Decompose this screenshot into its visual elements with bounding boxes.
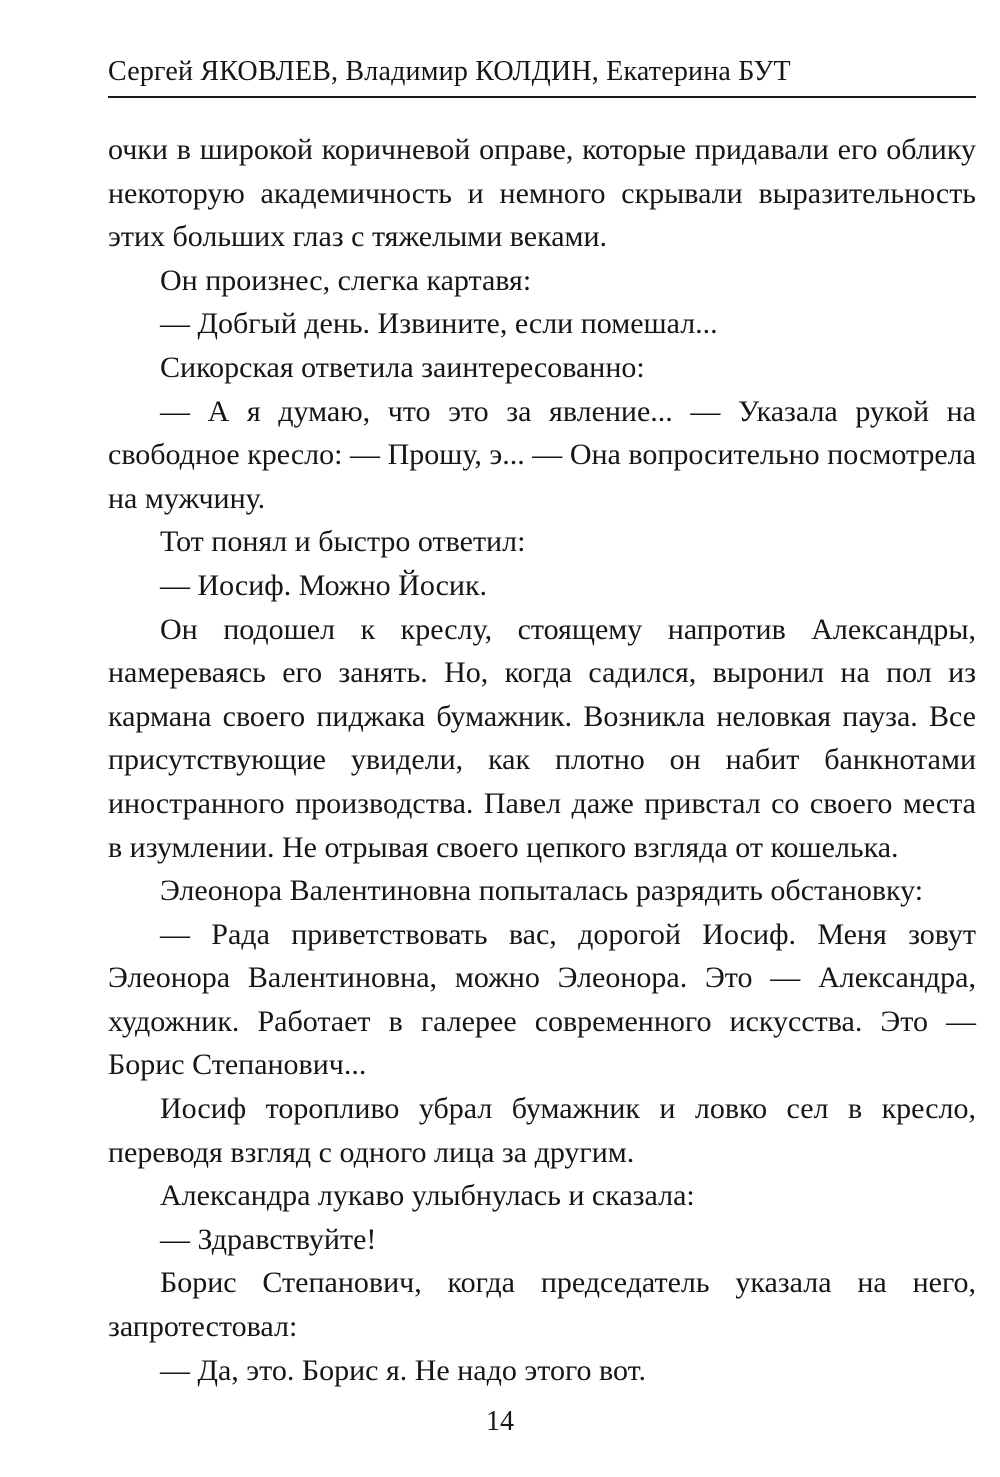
paragraph: — Здравствуйте! <box>160 1222 377 1256</box>
paragraph: — Добгый день. Извините, если помешал... <box>160 307 718 341</box>
paragraph: Тот понял и быстро ответил: <box>160 525 526 559</box>
page-number: 14 <box>486 1406 514 1437</box>
running-head: Сергей ЯКОВЛЕВ, Владимир КОЛДИН, Екатерина БУТ <box>108 52 976 98</box>
paragraph: — Да, это. Борис я. Не надо этого вот. <box>160 1353 646 1387</box>
paragraph: Элеонора Валентиновна попыталась разрядить обстановку: <box>160 874 924 908</box>
body-text <box>108 128 976 1392</box>
paragraph: — А я думаю, что это за явление... — Указала рукой на свободное кресло: — Прошу, э... — Она вопросительно посмотрела на мужчину. <box>108 394 976 515</box>
paragraph: Он произнес, слегка картавя: <box>160 263 532 297</box>
paragraph: Александра лукаво улыбнулась и сказала: <box>160 1179 695 1213</box>
paragraph: очки в широкой коричневой оправе, которые придавали его облику некоторую академичность и немного скрывали выразительность этих больших глаз с тяжелыми веками. <box>108 133 976 254</box>
paragraph: Борис Степанович, когда председатель указала на него, запротестовал: <box>108 1266 976 1344</box>
paragraph: Он подошел к креслу, стоящему напротив Александры, намереваясь его занять. Но, когда садился, выронил на пол из кармана своего пиджака бумажник. Возникла неловкая пауза. Все присутствующие увидели, как плотно он набит банкнотами иностранного производства. Павел даже привстал со своего места в изумлении. Не отрывая своего цепкого взгляда от кошелька. <box>108 612 976 864</box>
paragraph: — Рада приветствовать вас, дорогой Иосиф. Меня зовут Элеонора Валентиновна, можно Элеонора. Это — Александра, художник. Работает в галерее современного искусства. Это — Борис Степанович... <box>108 917 976 1082</box>
paragraph: Иосиф торопливо убрал бумажник и ловко сел в кресло, переводя взгляд с одного лица за другим. <box>108 1092 976 1169</box>
paragraph: Сикорская ответила заинтересованно: <box>160 350 645 384</box>
paragraph: — Иосиф. Можно Йосик. <box>160 568 488 602</box>
